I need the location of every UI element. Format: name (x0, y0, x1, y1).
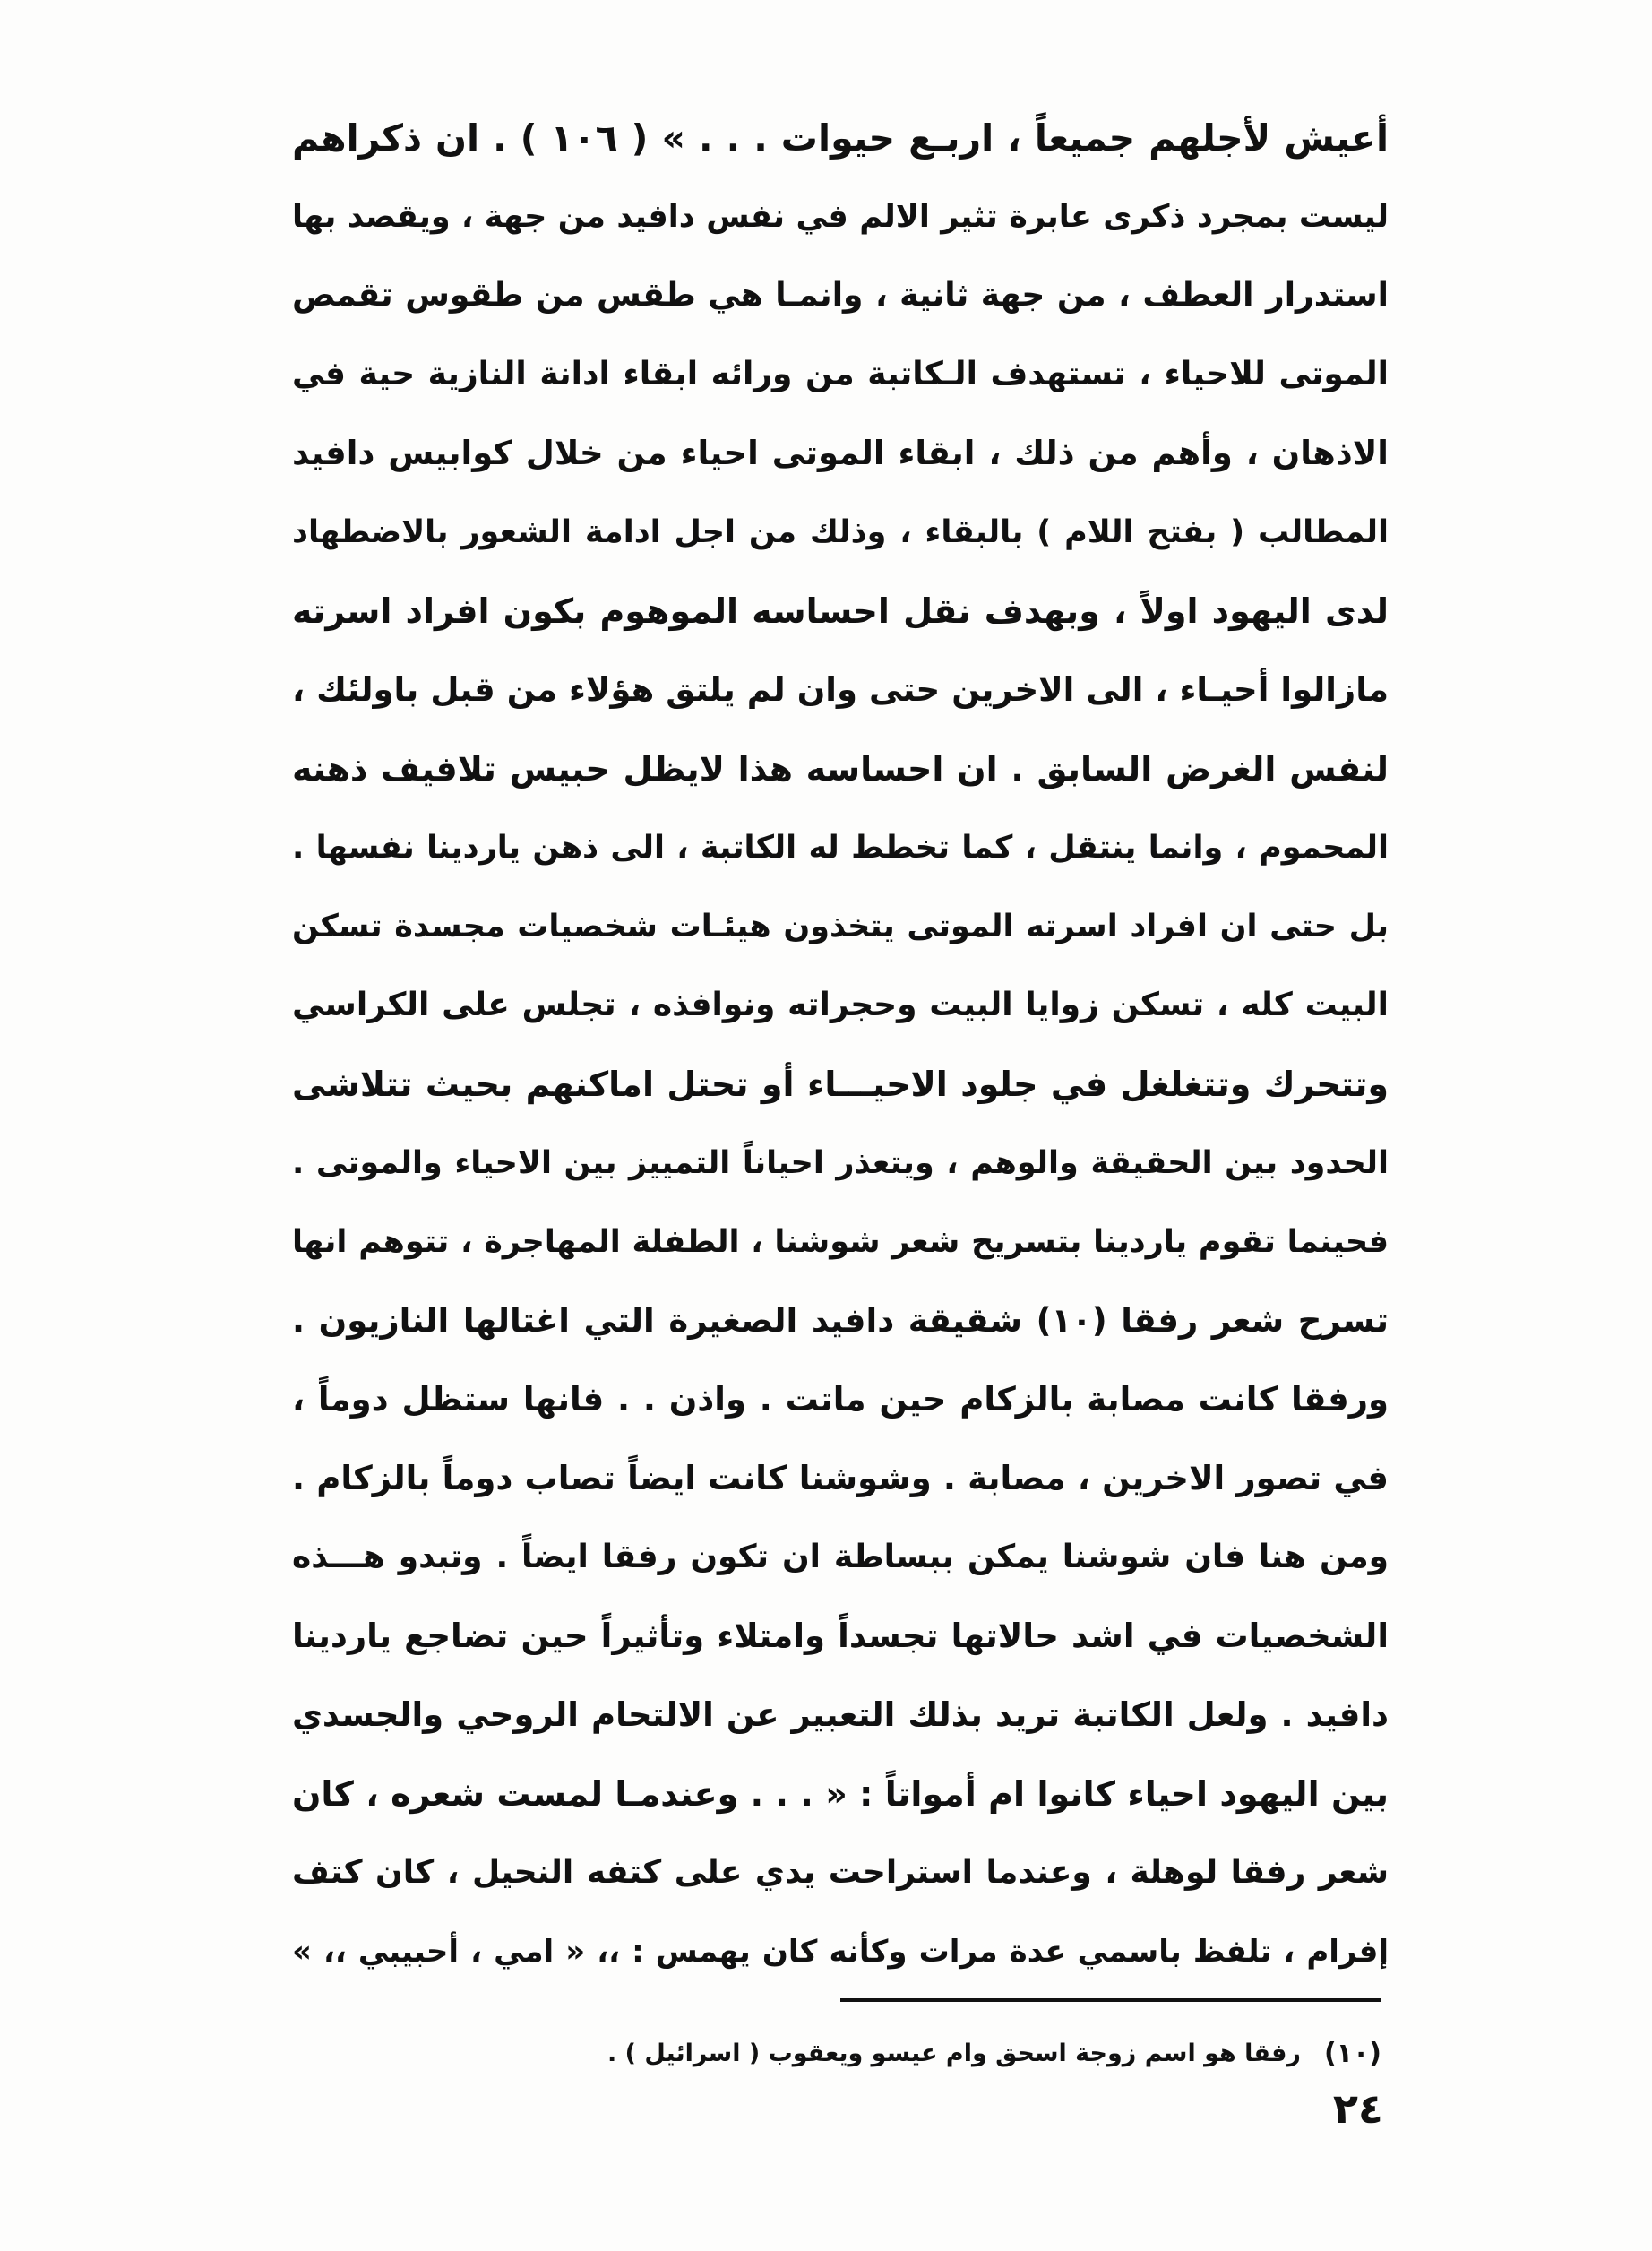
footnote (503, 2031, 1381, 2075)
text-line: وتتحرك وتتغلغل في جلود الاحيـــاء أو تحتل اماكنهم بحيث تتلاشى (292, 1065, 1389, 1104)
footnote-divider (840, 1998, 1381, 2002)
text-line: في تصور الاخرين ، مصابة . وشوشنا كانت ايضاً تصاب دوماً بالزكام . (292, 1459, 1389, 1497)
text-line: ليست بمجرد ذكرى عابرة تثير الالم في نفس دافيد من جهة ، ويقصد بها (292, 199, 1389, 235)
text-line: إفرام ، تلفظ باسمي عدة مرات وكأنه كان يهمس : ،، « امي ، أحبيبي ،، » (292, 1934, 1389, 1970)
text-line: المحموم ، وانما ينتقل ، كما تخطط له الكاتبة ، الى ذهن ياردينا نفسها . (292, 830, 1389, 866)
footnote-text: رفقا هو اسم زوجة اسحق وام عيسو ويعقوب ( اسرائيل ) . (607, 2039, 1301, 2067)
text-line: لدى اليهود اولاً ، وبهدف نقل احساسه الموهوم بكون افراد اسرته (292, 591, 1389, 631)
text-line: بل حتى ان افراد اسرته الموتى يتخذون هيئـات شخصيات مجسدة تسكن (292, 909, 1389, 944)
text-line: الموتى للاحياء ، تستهدف الـكاتبة من ورائه ابقاء ادانة النازية حية في (292, 356, 1389, 392)
text-line: مازالوا أحيـاء ، الى الاخرين حتى وان لم يلتق هؤلاء من قبل باولئك ، (292, 670, 1389, 709)
text-line: المطالب ( بفتح اللام ) بالبقاء ، وذلك من اجل ادامة الشعور بالاضطهاد (292, 514, 1389, 550)
footnote-marker: (١٠) (1323, 2037, 1381, 2069)
text-line: الحدود بين الحقيقة والوهم ، ويتعذر احياناً التمييز بين الاحياء والموتى . (292, 1145, 1389, 1181)
text-line: استدرار العطف ، من جهة ثانية ، وانمـا هي طقس من طقوس تقمص (292, 277, 1389, 314)
text-line: تسرح شعر رفقا (١٠) شقيقة دافيد الصغيرة التي اغتالها النازيون . (292, 1301, 1389, 1340)
text-line: الاذهان ، وأهم من ذلك ، ابقاء الموتى احياء من خلال كوابيس دافيد (292, 434, 1389, 472)
text-line: ومن هنا فان شوشنا يمكن ببساطة ان تكون رفقا ايضاً . وتبدو هـــذه (292, 1539, 1389, 1575)
text-line: دافيد . ولعل الكاتبة تريد بذلك التعبير عن الالتحام الروحي والجسدي (292, 1695, 1389, 1734)
text-line: الشخصيات في اشد حالاتها تجسداً وامتلاء وتأثيراً حين تضاجع ياردينا (292, 1617, 1389, 1655)
text-line: أعيش لأجلهم جميعاً ، اربـع حيوات . . . » ( ١٠٦ ) . ان ذكراهم (292, 116, 1389, 160)
text-line: فحينما تقوم ياردينا بتسريح شعر شوشنا ، الطفلة المهاجرة ، تتوهم انها (292, 1224, 1389, 1260)
text-line: لنفس الغرض السابق . ان احساسه هذا لايظل حبيس تلافيف ذهنه (292, 749, 1389, 789)
text-line: ورفقا كانت مصابة بالزكام حين ماتت . واذن . . فانها ستظل دوماً ، (292, 1380, 1389, 1419)
text-line: بين اليهود احياء كانوا ام أمواتاً : « . . . وعندمـا لمست شعره ، كان (292, 1774, 1389, 1814)
text-line: البيت كله ، تسكن زوايا البيت وحجراته ونوافذه ، تجلس على الكراسي (292, 987, 1389, 1023)
text-line: شعر رفقا لوهلة ، وعندما استراحت يدي على كتفه النحيل ، كان كتف (292, 1854, 1389, 1891)
body-text (292, 99, 1389, 1991)
page-number: ٢٤ (1332, 2084, 1383, 2133)
